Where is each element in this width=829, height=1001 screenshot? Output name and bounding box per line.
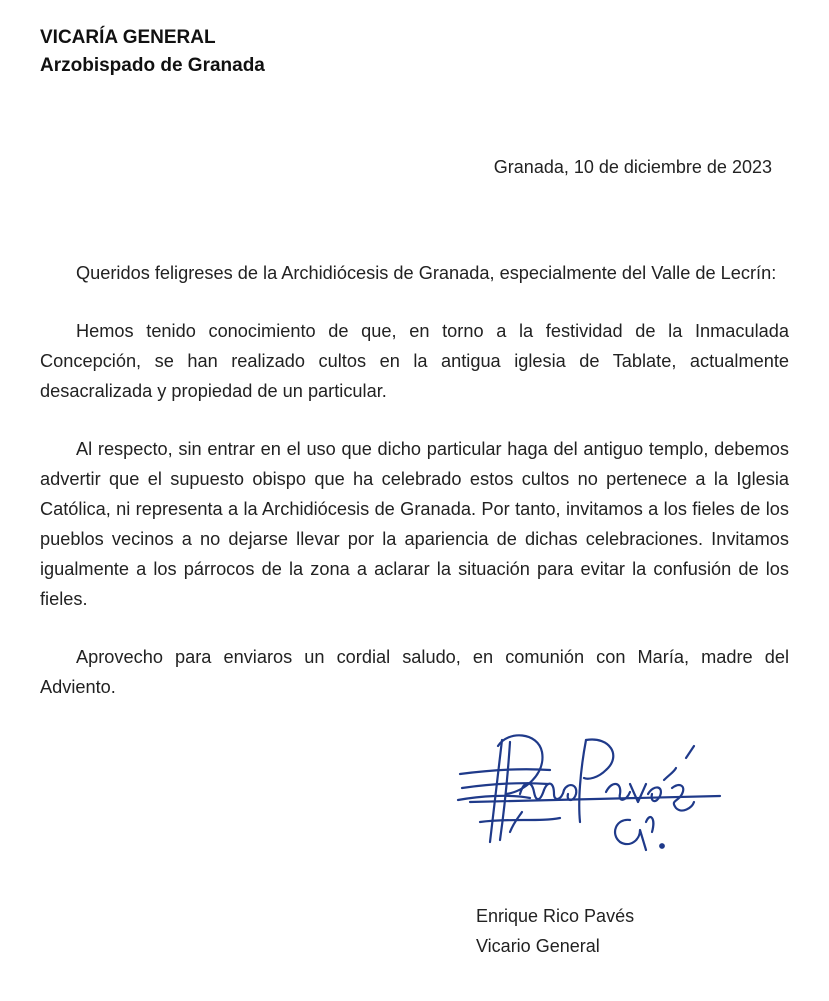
- letterhead-title: VICARÍA GENERAL: [40, 27, 216, 48]
- letter-body: [40, 258, 789, 730]
- salutation: Queridos feligreses de la Archidiócesis de Granada, especialmente del Valle de Lecrín:: [76, 263, 777, 283]
- handwritten-signature: [450, 722, 740, 867]
- body-paragraph: Al respecto, sin entrar en el uso que dicho particular haga del antiguo templo, debemos advertir que el supuesto obispo que ha celebrado estos cultos no pertenece a la Iglesia Católica, ni representa a la Archidiócesis de Granada. Por tanto, invitamos a los fieles de los pueblos vecinos a no dejarse llevar por la apariencia de dichas celebraciones. Invitamos igualmente a los párrocos de la zona a aclarar la situación para evitar la confusión de los fieles.: [40, 439, 789, 609]
- closing-paragraph: Aprovecho para enviaros un cordial saludo, en comunión con María, madre del Adviento.: [40, 647, 789, 697]
- letterhead: [40, 24, 265, 80]
- letter-date: Granada, 10 de diciembre de 2023: [493, 157, 772, 177]
- signer-name: Enrique Rico Pavés: [476, 906, 635, 926]
- signer-block: [476, 901, 634, 961]
- letterhead-subtitle: Arzobispado de Granada: [40, 55, 265, 76]
- signer-title: Vicario General: [476, 936, 600, 956]
- body-paragraph: Hemos tenido conocimiento de que, en torno a la festividad de la Inmaculada Concepción, se han realizado cultos en la antigua iglesia de Tablate, actualmente desacralizada y propiedad de un particular.: [40, 321, 789, 401]
